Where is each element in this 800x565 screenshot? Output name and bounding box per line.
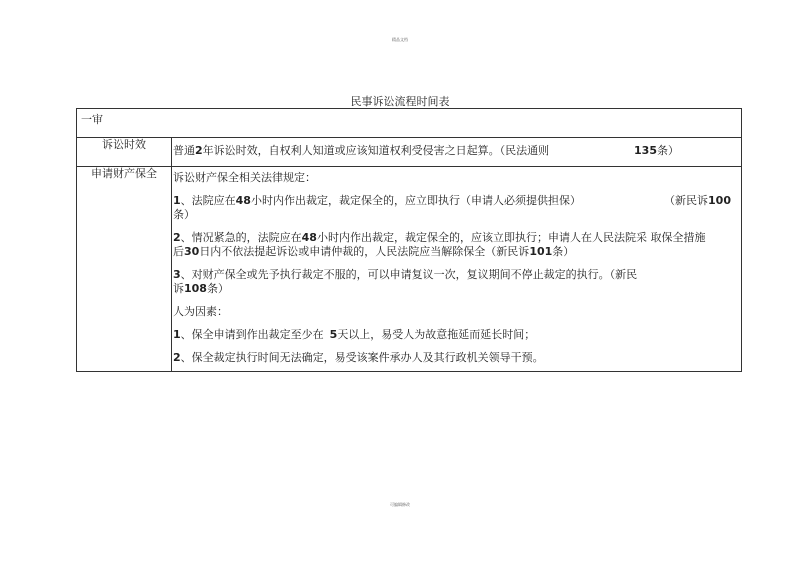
item-days: 5: [329, 328, 338, 341]
preservation-item-1: [173, 194, 741, 222]
section-row: [77, 109, 742, 138]
item-text: 、对财产保全或先予执行裁定不服的，可以申请复议一次，复议期间不停止裁定的执行。（新民: [180, 268, 638, 281]
item-ref-suffix: 条）: [206, 282, 229, 295]
human-factors-heading: 人为因素：: [173, 305, 228, 318]
statute-text: 年诉讼时效，自权利人知道或应该知道权利受侵害之日起算。（民法通则: [202, 144, 550, 157]
item-ref-num: 100: [708, 194, 731, 207]
item-hours: 48: [235, 194, 251, 207]
row-content-preservation: [172, 167, 742, 372]
statute-ref-suffix: 条）: [657, 144, 679, 157]
item-number: 1: [173, 328, 181, 341]
item-days: 30: [184, 245, 200, 258]
item-text: 小时内作出裁定，裁定保全的，应立即执行（申请人必须提供担保）: [250, 194, 581, 207]
item-ref-num: 108: [184, 282, 207, 295]
human-factor-2: [173, 351, 741, 365]
item-text: 、保全裁定执行时间无法确定，易受该案件承办人及其行政机关领导干预。: [180, 351, 544, 364]
item-text: 后: [173, 245, 184, 258]
footer-watermark: 可编辑修改: [390, 502, 410, 507]
item-text: 、保全申请到作出裁定至少在: [180, 328, 324, 341]
item-ref-suffix: 条）: [173, 208, 195, 221]
item-reference: [664, 194, 741, 208]
row-label-preservation: 申请财产保全: [77, 167, 172, 372]
item-text: 诉: [173, 282, 184, 295]
item-text: 、情况紧急的，法院应在: [180, 231, 302, 244]
item-number: 2: [173, 231, 181, 244]
item-text: 小时内作出裁定，裁定保全的，应该立即执行；申请人在人民法院采 取保全措施: [316, 231, 706, 244]
preservation-intro: 诉讼财产保全相关法律规定：: [173, 171, 316, 184]
statute-text-pre: 普通: [173, 144, 195, 157]
item-text: 日内不依法提起诉讼或申请仲裁的，人民法院应当解除保全（新民诉: [199, 245, 530, 258]
item-number: 1: [173, 194, 181, 207]
item-number: 2: [173, 351, 181, 364]
statute-ref-num: 135: [634, 144, 657, 157]
item-hours: 48: [301, 231, 317, 244]
row-label-statute: 诉讼时效: [77, 138, 172, 167]
item-text: 天以上，易受人为故意拖延而延长时间；: [337, 328, 536, 341]
preservation-item-3: [173, 268, 741, 296]
process-table: [76, 108, 742, 372]
table-row: [77, 138, 742, 167]
section-heading: 一审: [77, 109, 742, 138]
human-factor-1: [173, 328, 741, 342]
item-ref-num: 101: [529, 245, 553, 258]
item-ref-suffix: 条）: [552, 245, 575, 258]
row-content-statute: [172, 138, 742, 167]
document-title: 民事诉讼流程时间表: [350, 95, 450, 108]
header-watermark: 精品文档: [392, 37, 408, 42]
statute-years: 2: [195, 144, 203, 157]
preservation-item-2: [173, 231, 741, 259]
item-text: 、法院应在: [180, 194, 236, 207]
statute-reference: [634, 144, 741, 158]
table-row: [77, 167, 742, 372]
item-number: 3: [173, 268, 181, 281]
item-ref-pre: （新民诉: [664, 194, 709, 207]
